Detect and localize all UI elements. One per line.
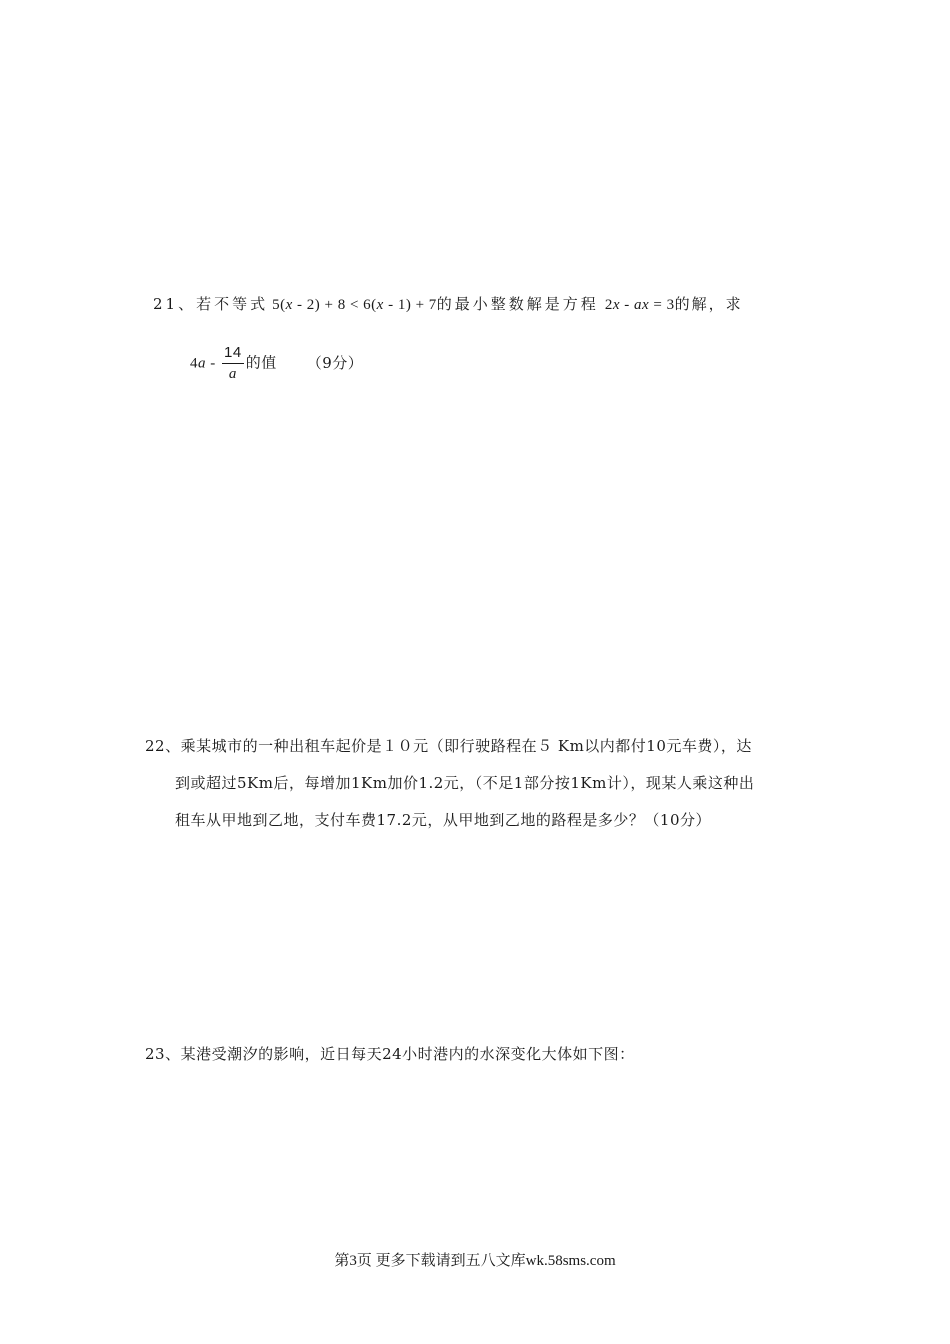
q22-line2: 到或超过5Km后，每增加1Km加价1.2元，（不足1部分按1Km计），现某人乘这种出 [175,774,755,792]
q21-suffix: 的解，求 [674,295,743,313]
q21-expression: 4a - [190,355,220,372]
q21-expr-text: 的值 [245,353,277,372]
q21-line1 [153,293,743,314]
q21-score: （9分） [306,353,364,372]
q21-line2 [190,343,363,384]
q21-frac-numerator: 14 [222,343,244,364]
q22-line1: 22、乘某城市的一种出租车起价是１０元（即行驶路程在５ Km以内都付10元车费），达 [145,737,752,755]
page-footer: 第3页 更多下载请到五八文库wk.58sms.com [334,1253,616,1269]
q21-inequality: 5(x - 2) + 8 < 6(x - 1) + 7 [272,297,437,313]
q21-middle-text: 的最小整数解是方程 [436,295,599,313]
q21-frac-denominator: a [228,366,237,382]
q22-line3: 租车从甲地到乙地，支付车费17.2元，从甲地到乙地的路程是多少？（10分） [175,811,711,829]
q23-line1: 23、某港受潮汐的影响，近日每天24小时港内的水深变化大体如下图： [145,1045,635,1063]
q21-fraction [222,343,244,384]
q21-equation: 2x - ax = 3 [604,297,675,313]
q21-prefix: 21、若不等式 [153,295,269,313]
